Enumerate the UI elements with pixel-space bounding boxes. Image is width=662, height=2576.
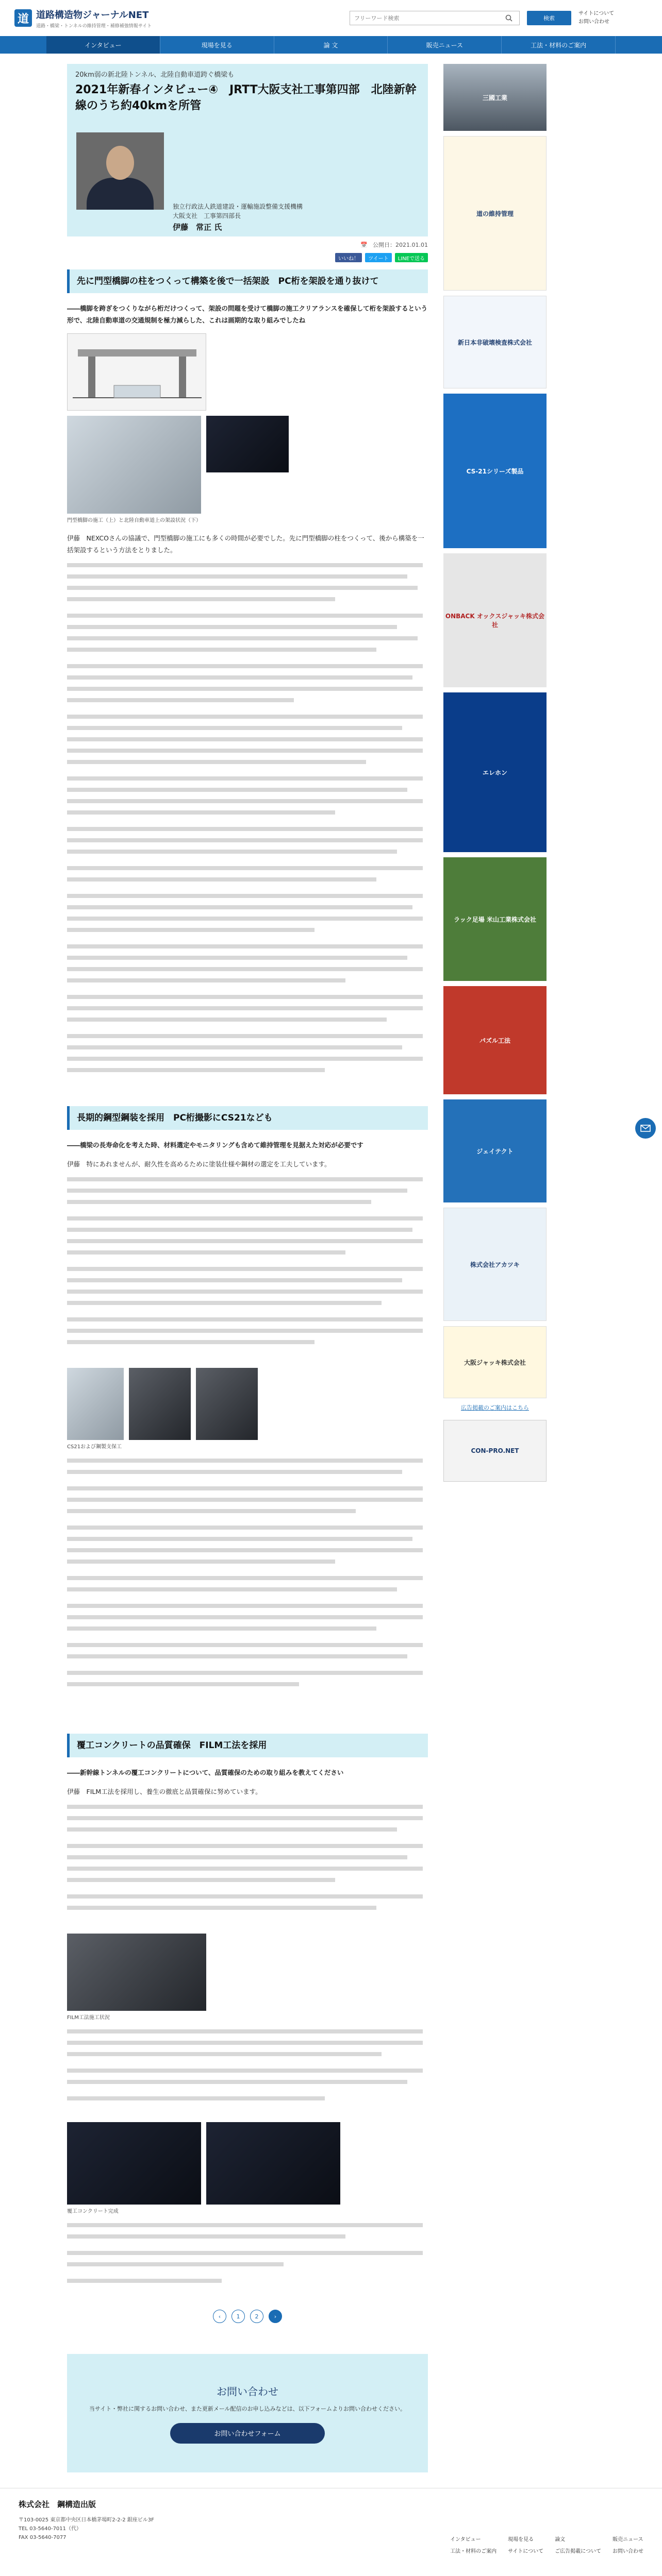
affiliation-line: 大阪支社 工事第四部長	[173, 212, 241, 219]
pager-prev[interactable]: ‹	[213, 2310, 226, 2323]
figure-photos	[67, 1934, 428, 2011]
question-paragraph: ――新幹線トンネルの覆工コンクリートについて、品質確保のための取り組みを教えてください	[67, 1769, 344, 1776]
ad-banner[interactable]: 株式会社アカツキ	[443, 1208, 547, 1321]
nav-site-visit[interactable]: 現場を見る	[160, 36, 274, 54]
ad-banner[interactable]: エレホン	[443, 692, 547, 852]
ad-banner[interactable]: ジェイテクト	[443, 1099, 547, 1202]
top-links	[578, 10, 614, 26]
main-nav	[0, 36, 662, 54]
contact-link[interactable]: お問い合わせ	[578, 19, 609, 25]
contact-section	[67, 2354, 428, 2472]
nav-methods[interactable]: 工法・材料のご案内	[502, 36, 616, 54]
footer-link[interactable]: 論文	[555, 2537, 566, 2543]
footer-link[interactable]: サイトについて	[508, 2549, 544, 2554]
site-subtitle: 道路・橋梁・トンネルの維持管理・補修補強情報サイト	[36, 23, 152, 29]
article-body-block	[67, 563, 428, 1099]
answer-paragraph: 伊藤 FILM工法を採用し、養生の徹底と品質確保に努めています。	[67, 1788, 262, 1795]
photo-film-method	[67, 1934, 206, 2011]
footer-links	[450, 2535, 643, 2554]
about-link[interactable]: サイトについて	[578, 11, 615, 16]
footer-link[interactable]: インタビュー	[450, 2537, 481, 2543]
interviewee-photo	[76, 132, 164, 210]
publish-date: 公開日：2021.01.01	[373, 242, 428, 248]
figure-caption: 門型橋脚の施工（上）と北陸自動車道上の架設状況（下）	[67, 518, 201, 523]
footer-address	[19, 2516, 154, 2542]
logo-mark-icon: 道	[14, 9, 32, 27]
article-kicker: 20km弱の新北陸トンネル、北陸自動車道跨ぐ橋梁も	[75, 71, 235, 79]
search-box	[350, 11, 520, 25]
section-heading: 先に門型橋脚の柱をつくって構築を後で一括架設 PC桁を架設を通り抜けて	[67, 269, 428, 293]
footer-link[interactable]: ご広告掲載について	[555, 2549, 601, 2554]
pager-next[interactable]: ›	[269, 2310, 282, 2323]
article-title: 2021年新春インタビュー④ JRTT大阪支社工事第四部 北陸新幹線のうち約40kmを所管	[75, 83, 417, 112]
pager-page-2[interactable]: 2	[250, 2310, 263, 2323]
contact-form-button[interactable]: お問い合わせフォーム	[170, 2423, 325, 2444]
contact-title: お問い合わせ	[217, 2385, 278, 2398]
search-input[interactable]	[350, 11, 500, 25]
figure-photos	[67, 2122, 428, 2205]
ad-banner[interactable]: CON-PRO.NET	[443, 1420, 547, 1482]
address-line: 〒103-0025 東京都中央区日本橋茅場町2-2-2 銀座ビル3F	[19, 2517, 154, 2523]
article-body-block	[67, 2029, 428, 2117]
phone-line: TEL 03-5640-7011（代）	[19, 2526, 82, 2532]
ad-banner[interactable]: ラック足場 米山工業株式会社	[443, 857, 547, 981]
footer-link[interactable]: 現場を見る	[508, 2537, 534, 2543]
interviewee-info	[173, 202, 303, 232]
mail-icon	[640, 1125, 651, 1132]
photo-tunnel-support	[129, 1368, 191, 1440]
article-body-block	[67, 1177, 428, 1363]
answer-paragraph: 伊藤 NEXCOさんの協議で、門型橋脚の施工にも多くの時間が必要でした。先に門型橋脚の柱をつくって、後から構築を一括架設するという方法をとりました。	[67, 534, 424, 554]
section-heading: 覆工コンクリートの品質確保 FILM工法を採用	[67, 1734, 428, 1757]
article-main	[67, 64, 428, 2344]
affiliation-line: 独立行政法人鉄道建設・運輸施設整備支援機構	[173, 203, 303, 210]
contact-text: 当サイト・弊社に関するお問い合わせ、また更新メール配信のお申し込みなどは、以下フォームよりお問い合わせください。	[89, 2405, 406, 2412]
facebook-share-button[interactable]: いいね！	[335, 253, 362, 262]
photo-cs21	[67, 1368, 124, 1440]
interviewee-name: 伊藤 常正 氏	[173, 223, 222, 232]
line-share-button[interactable]: LINEで送る	[395, 253, 428, 262]
footer-link[interactable]: 販売ニュース	[613, 2537, 643, 2543]
ad-banner[interactable]: 三國工業	[443, 64, 547, 131]
figure-diagram	[67, 333, 428, 411]
ad-info-link[interactable]: 広告掲載のご案内はこちら	[461, 1404, 529, 1411]
ad-banner[interactable]: パズル工法	[443, 986, 547, 1094]
nav-sales-news[interactable]: 販売ニュース	[388, 36, 502, 54]
article-body-block	[67, 1459, 428, 1726]
site-logo[interactable]	[14, 8, 200, 29]
footer-link[interactable]: 工法・材料のご案内	[450, 2549, 497, 2554]
nav-papers[interactable]: 論 文	[274, 36, 388, 54]
photo-night-erection	[206, 416, 289, 472]
figure-photos	[67, 1368, 428, 1440]
section-heading: 長期的鋼型鋼装を採用 PC桁撮影にCS21なども	[67, 1106, 428, 1130]
figure-caption: FILM工法施工状況	[67, 2015, 110, 2021]
site-title: 道路構造物ジャーナルNET	[36, 9, 149, 21]
ad-banner[interactable]: 新日本非破壊検査株式会社	[443, 296, 547, 388]
photo-pier-construction	[67, 416, 201, 514]
floating-mail-button[interactable]	[635, 1118, 656, 1139]
article-body-block	[67, 1805, 428, 1928]
ad-banner[interactable]: 大阪ジャッキ株式会社	[443, 1326, 547, 1398]
ad-banner[interactable]: 道の維持管理	[443, 136, 547, 291]
answer-paragraph: 伊藤 特にあれませんが、耐久性を高めるために塗装仕様や鋼材の選定を工夫しています。	[67, 1160, 331, 1168]
question-paragraph: ――橋梁の長寿命化を考えた時、材料選定やモニタリングも含めて維持管理を見据えた対応が必要です	[67, 1141, 363, 1149]
article-body-block	[67, 2223, 428, 2295]
sidebar-ads	[443, 64, 547, 2344]
figure-caption: CS21および鋼製支保工	[67, 1444, 122, 1450]
site-header	[0, 0, 662, 36]
pagination	[67, 2310, 428, 2323]
pier-diagram	[67, 333, 206, 411]
ad-banner[interactable]: CS-21シリーズ製品	[443, 394, 547, 548]
article-hero	[67, 64, 428, 236]
footer-link[interactable]: お問い合わせ	[613, 2549, 643, 2554]
pager-page-1[interactable]: 1	[231, 2310, 245, 2323]
article-meta	[67, 241, 428, 249]
search-button[interactable]: 検索	[527, 11, 571, 25]
site-footer	[0, 2488, 662, 2565]
ad-banner[interactable]: ONBACK オックスジャッキ株式会社	[443, 553, 547, 687]
photo-tunnel-lining	[67, 2122, 201, 2205]
nav-interview[interactable]: インタビュー	[46, 36, 160, 54]
figure-caption: 覆工コンクリート完成	[67, 2209, 119, 2214]
twitter-share-button[interactable]: ツイート	[365, 253, 392, 262]
search-icon[interactable]	[500, 11, 518, 25]
calendar-icon: 📅	[360, 241, 368, 248]
share-buttons	[67, 253, 428, 262]
photo-tunnel-support-2	[196, 1368, 258, 1440]
footer-company: 株式会社 鋼構造出版	[19, 2500, 96, 2509]
figure-photos	[67, 416, 428, 514]
question-paragraph: ――橋脚を跨ぎをつくりながら桁だけつくって、架設の問題を受けて橋脚の施工クリアランスを確保して桁を架設するという形で、北陸自動車道の交通規制を極力減らした、これは画期的な取り組みでしたね	[67, 304, 428, 324]
photo-tunnel-lining-2	[206, 2122, 340, 2205]
fax-line: FAX 03-5640-7077	[19, 2535, 67, 2540]
